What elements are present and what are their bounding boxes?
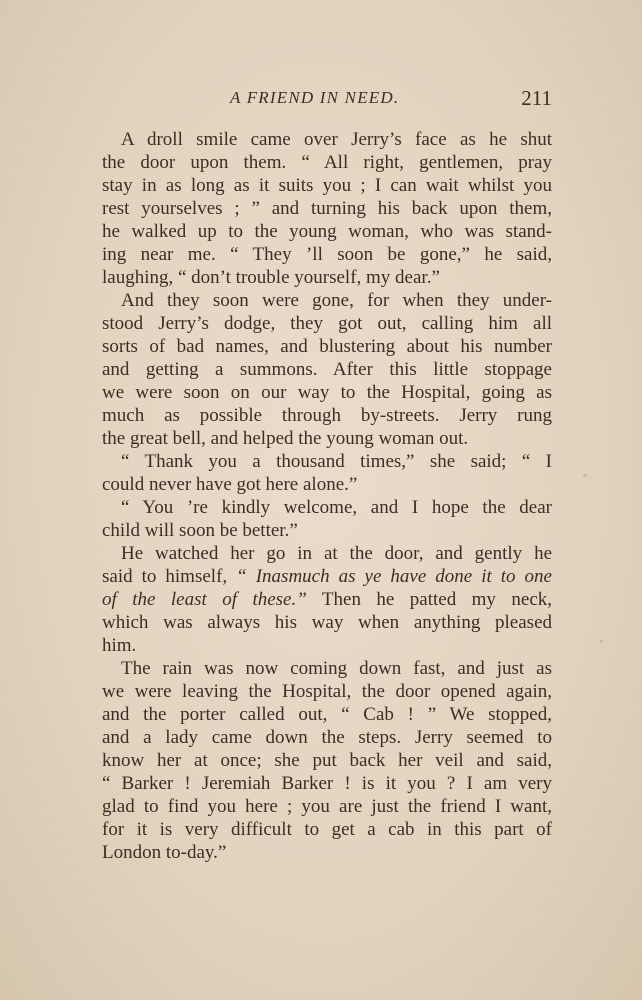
text-line: laughing, “ don’t trouble yourself, my dear.” (102, 267, 440, 288)
text-line: “ You ’re kindly welcome, and I hope the dear (121, 497, 552, 518)
text-line: he walked up to the young woman, who was stand- (102, 221, 552, 242)
text-line: the great bell, and helped the young woman out. (102, 428, 469, 449)
text-span: Then he patted my neck, (306, 589, 552, 610)
text-line: glad to find you here ; you are just the friend I want, (102, 796, 552, 817)
text-line: stood Jerry’s dodge, they got out, calling him all (102, 313, 552, 334)
text-line: for it is very difficult to get a cab in this part of (102, 819, 552, 840)
text-line: we were soon on our way to the Hospital, going as (102, 382, 552, 403)
text-line: and the porter called out, “ Cab ! ” We stopped, (102, 704, 552, 725)
text-line: rest yourselves ; ” and turning his back upon them, (102, 198, 552, 219)
text-line: stay in as long as it suits you ; I can wait whilst you (102, 175, 552, 196)
italic-quote: “ Inasmuch as ye have done it to one (236, 566, 552, 587)
text-line: know her at once; she put back her veil and said, (102, 750, 552, 771)
text-line: much as possible through by-streets. Jerry rung (102, 405, 552, 426)
text-line: which was always his way when anything pleased (102, 612, 552, 633)
italic-quote: of the least of these.” (102, 589, 307, 610)
paragraphs-before (102, 128, 552, 542)
text-line: him. (102, 635, 137, 656)
text-line: He watched her go in at the door, and gently he (121, 543, 552, 564)
text-span: said to himself, (102, 566, 237, 587)
text-line: And they soon were gone, for when they under- (121, 290, 552, 311)
text-line: sorts of bad names, and blustering about his number (102, 336, 552, 357)
text-line: London to-day.” (102, 842, 227, 863)
text-line: “ Thank you a thousand times,” she said; “ I (121, 451, 552, 472)
text-line (102, 565, 552, 588)
running-header (102, 86, 552, 112)
text-line (102, 588, 552, 611)
text-line: A droll smile came over Jerry’s face as he shut (121, 129, 552, 150)
text-line: we were leaving the Hospital, the door opened again, (102, 681, 552, 702)
body-text (102, 128, 552, 864)
text-line: child will soon be better.” (102, 520, 298, 541)
page-number: 211 (521, 86, 552, 110)
paper-speck (583, 474, 587, 477)
text-line: and getting a summons. After this little stoppage (102, 359, 552, 380)
text-line: could never have got here alone.” (102, 474, 358, 495)
running-title: A FRIEND IN NEED. (230, 88, 400, 107)
paragraphs-after (102, 657, 552, 864)
text-line: and a lady came down the steps. Jerry seemed to (102, 727, 552, 748)
text-line: “ Barker ! Jeremiah Barker ! is it you ? I am very (102, 773, 552, 794)
text-line: the door upon them. “ All right, gentlemen, pray (102, 152, 552, 173)
paper-speck (600, 640, 603, 643)
text-line: The rain was now coming down fast, and just as (121, 658, 552, 679)
text-line: ing near me. “ They ’ll soon be gone,” he said, (102, 244, 552, 265)
